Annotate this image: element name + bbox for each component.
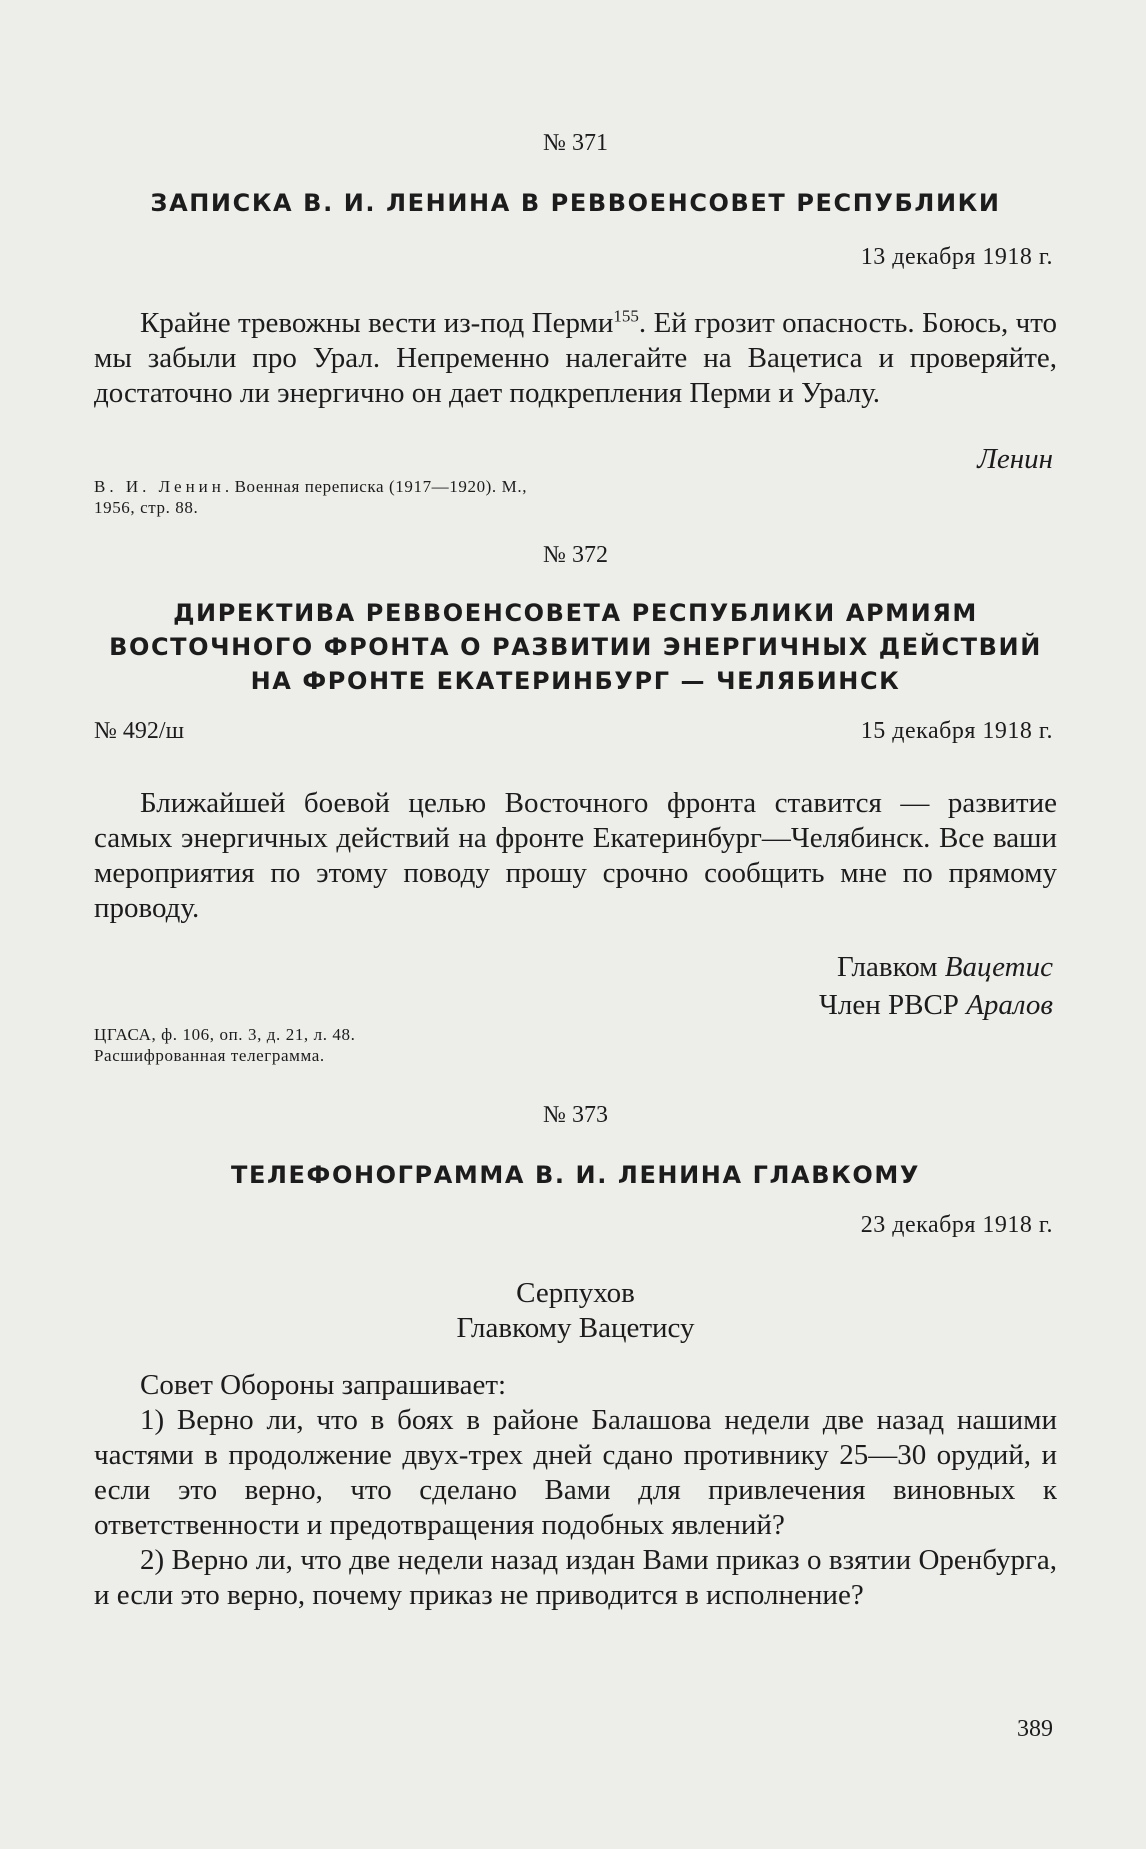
address-line: Серпухов	[516, 1277, 635, 1309]
document-reg-number: № 492/ш	[94, 718, 185, 744]
paragraph: 1) Верно ли, что в боях в районе Балашова недели две назад нашими частями в продолжение двух-трех дней сдано противнику 25—30 орудий, и если это верно, что сделано Вами для привлечения виновных к ответственности и предотвращения подобных явлений?	[94, 1404, 1057, 1541]
document-title-line: ВОСТОЧНОГО ФРОНТА О РАЗВИТИИ ЭНЕРГИЧНЫХ ДЕЙСТВИЙ	[109, 633, 1042, 661]
signature-role: Член РВСР	[819, 989, 959, 1021]
document-date: 23 декабря 1918 г.	[860, 1212, 1053, 1238]
address-block	[94, 1276, 1057, 1346]
document-date: 13 декабря 1918 г.	[860, 244, 1053, 270]
source-author: В. И. Ленин	[94, 477, 225, 496]
document-text	[94, 1368, 1057, 1613]
document-title-line: ДИРЕКТИВА РЕВВОЕНСОВЕТА РЕСПУБЛИКИ АРМИЯМ	[173, 599, 978, 627]
document-title-line: НА ФРОНТЕ ЕКАТЕРИНБУРГ — ЧЕЛЯБИНСК	[250, 667, 901, 695]
document-date: 15 декабря 1918 г.	[860, 718, 1053, 744]
document-373	[94, 0, 1057, 1849]
document-number: № 372	[543, 542, 608, 568]
signature-name: Аралов	[966, 989, 1053, 1021]
signature-role: Главком	[836, 951, 938, 983]
source-rest: . Военная переписка (1917—1920). М., 1956, стр. 88.	[94, 477, 528, 517]
footnote-ref: 155	[613, 306, 639, 326]
address-line: Главкому Вацетису	[456, 1312, 695, 1344]
document-title: ЗАПИСКА В. И. ЛЕНИНА В РЕВВОЕНСОВЕТ РЕСПУБЛИКИ	[150, 189, 1001, 217]
source-line: Расшифрованная телеграмма.	[94, 1046, 325, 1065]
document-number: № 371	[543, 130, 608, 156]
source-line: ЦГАСА, ф. 106, оп. 3, д. 21, л. 48.	[94, 1025, 356, 1044]
signature-name: Ленин	[977, 443, 1053, 475]
paragraph: Совет Обороны запрашивает:	[140, 1369, 507, 1401]
page-number: 389	[1017, 1716, 1053, 1742]
document-title: ТЕЛЕФОНОГРАММА В. И. ЛЕНИНА ГЛАВКОМУ	[231, 1161, 920, 1189]
paragraph: 2) Верно ли, что две недели назад издан Вами приказ о взятии Оренбурга, и если это верно, почему приказ не приводится в исполнение?	[94, 1544, 1057, 1611]
paragraph: Ближайшей боевой целью Восточного фронта ставится — развитие самых энергичных действий на фронте Екатеринбург—Челябинск. Все ваши мероприятия по этому поводу прошу срочно сообщить мне по прямому проводу.	[94, 787, 1057, 924]
text-part: Крайне тревожны вести из-под Перми	[140, 307, 614, 339]
signature-name: Вацетис	[944, 951, 1053, 983]
text-part: . Ей грозит опасность. Боюсь, что мы забыли про Урал. Непременно налегайте на Вацетиса и проверяйте, достаточно ли энергично он дает подкрепления Перми и Уралу.	[94, 307, 1057, 409]
document-number: № 373	[543, 1102, 608, 1128]
